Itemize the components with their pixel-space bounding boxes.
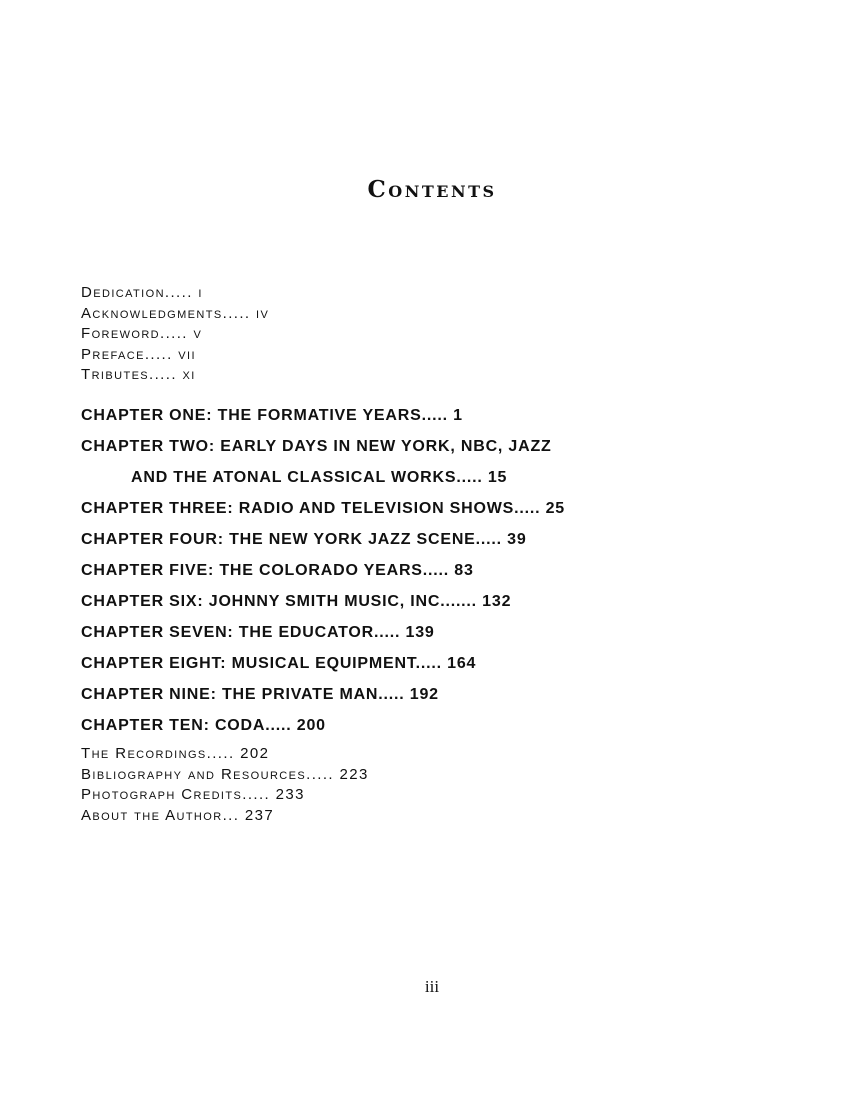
toc-chapter-entry-wrap: [81, 462, 565, 493]
entry-page-number: 192: [409, 686, 439, 703]
entry-page-number: 39: [507, 531, 527, 548]
back-matter-list: [81, 744, 369, 826]
entry-page-number: 83: [454, 562, 474, 579]
entry-label: The Recordings: [81, 745, 207, 762]
entry-leader-dots: .....: [242, 786, 271, 804]
entry-leader-dots: .....: [149, 366, 177, 384]
entry-leader-dots: ...: [222, 806, 240, 824]
toc-entry: [81, 365, 269, 386]
toc-entry: [81, 345, 269, 366]
entry-page-number: vii: [178, 345, 196, 363]
entry-leader-dots: .......: [440, 593, 477, 610]
entry-leader-dots: .....: [378, 686, 405, 703]
entry-page-number: 164: [447, 655, 477, 672]
entry-leader-dots: .....: [164, 284, 193, 301]
toc-chapter-entry: [81, 493, 565, 524]
entry-page-number: i: [198, 284, 203, 301]
entry-label: About the Author: [81, 806, 223, 824]
entry-label: AND THE ATONAL CLASSICAL WORKS: [131, 469, 457, 486]
entry-page-number: 200: [296, 717, 326, 734]
front-matter-list: [81, 283, 269, 386]
toc-entry: [81, 324, 269, 345]
entry-label: CHAPTER SEVEN: THE EDUCATOR: [81, 624, 375, 641]
entry-leader-dots: .....: [265, 717, 292, 734]
entry-page-number: 15: [487, 469, 508, 486]
entry-label: Dedication: [81, 284, 165, 301]
entry-leader-dots: .....: [422, 562, 450, 579]
entry-label: Tributes: [81, 366, 150, 384]
entry-label: Preface: [81, 345, 145, 363]
entry-leader-dots: .....: [421, 407, 448, 424]
entry-label: CHAPTER NINE: THE PRIVATE MAN: [81, 686, 379, 703]
toc-entry: [81, 304, 269, 325]
entry-page-number: v: [193, 325, 203, 343]
entry-label: CHAPTER ONE: THE FORMATIVE YEARS: [81, 407, 422, 424]
entry-label: CHAPTER TEN: CODA: [81, 717, 266, 734]
entry-leader-dots: .....: [144, 345, 173, 363]
entry-leader-dots: .....: [374, 624, 401, 641]
toc-chapter-entry: [81, 648, 565, 679]
entry-leader-dots: .....: [415, 655, 442, 672]
entry-leader-dots: .....: [514, 500, 541, 517]
entry-page-number: 1: [453, 407, 463, 424]
toc-chapter-entry: [81, 555, 565, 586]
toc-entry: [81, 283, 269, 304]
entry-page-number: 139: [405, 624, 435, 641]
entry-label: CHAPTER FOUR: THE NEW YORK JAZZ SCENE: [81, 531, 476, 548]
entry-leader-dots: .....: [222, 304, 251, 322]
entry-leader-dots: .....: [160, 325, 188, 343]
entry-page-number: 202: [240, 745, 270, 762]
toc-entry: [81, 744, 369, 765]
entry-leader-dots: .....: [475, 531, 502, 548]
entry-page-number: 223: [339, 765, 369, 783]
entry-page-number: 237: [244, 806, 275, 824]
entry-label: Bibliography and Resources: [81, 765, 307, 783]
entry-label: CHAPTER EIGHT: MUSICAL EQUIPMENT: [81, 655, 416, 672]
entry-label: CHAPTER SIX: JOHNNY SMITH MUSIC, INC: [81, 593, 441, 610]
entry-label: Acknowledgments: [81, 304, 223, 322]
entry-leader-dots: .....: [206, 745, 235, 762]
entry-page-number: iv: [256, 304, 270, 322]
toc-chapter-entry: [81, 586, 565, 617]
page-number: iii: [424, 977, 440, 996]
entry-page-number: 233: [275, 786, 305, 804]
entry-label: Foreword: [81, 325, 161, 343]
toc-entry: [81, 806, 369, 827]
toc-entry: [81, 765, 369, 786]
entry-page-number: xi: [182, 366, 196, 384]
chapter-list: [81, 400, 565, 741]
toc-chapter-entry: [81, 524, 565, 555]
entry-leader-dots: .....: [456, 469, 483, 486]
entry-page-number: 132: [482, 593, 512, 610]
toc-chapter-entry: [81, 710, 565, 741]
entry-page-number: 25: [545, 500, 566, 517]
toc-entry: [81, 785, 369, 806]
entry-leader-dots: .....: [306, 765, 334, 783]
page-title: Contents: [367, 176, 497, 203]
entry-label: CHAPTER FIVE: THE COLORADO YEARS: [81, 562, 423, 579]
toc-chapter-entry: [81, 679, 565, 710]
entry-label: Photograph Credits: [81, 786, 243, 804]
toc-chapter-entry: [81, 431, 565, 462]
entry-label: CHAPTER TWO: EARLY DAYS IN NEW YORK, NBC, JAZZ: [81, 438, 552, 455]
toc-chapter-entry: [81, 400, 565, 431]
toc-chapter-entry: [81, 617, 565, 648]
entry-label: CHAPTER THREE: RADIO AND TELEVISION SHOWS: [81, 500, 515, 517]
